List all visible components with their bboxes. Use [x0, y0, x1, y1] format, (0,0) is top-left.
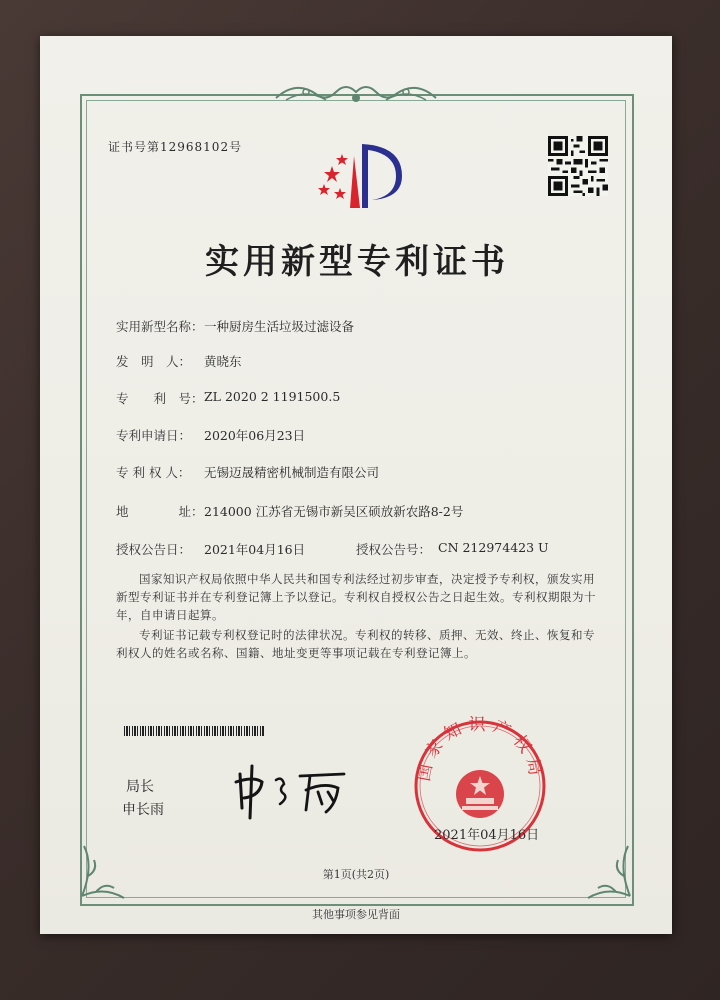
field-label-inventor: 发 明 人：: [116, 354, 192, 369]
field-value-patent-number: ZL 2020 2 1191500.5: [204, 389, 341, 404]
field-value-grant-date: 2021年04月16日: [204, 542, 306, 557]
field-value-application-date: 2020年06月23日: [204, 428, 306, 443]
footer-note: 其他事项参见背面: [312, 908, 400, 921]
page-title: 实用新型专利证书: [205, 242, 509, 282]
field-value-patentee: 无锡迈晟精密机械制造有限公司: [204, 465, 380, 480]
field-value-announcement-number: CN 212974423 U: [438, 540, 549, 555]
seal-date: 2021年04月16日: [434, 828, 540, 843]
field-label-name: 实用新型名称：: [116, 319, 204, 334]
top-ornament-icon: [266, 78, 446, 108]
barcode-icon: [124, 726, 264, 736]
certificate-number: 证书号第12968102号: [108, 140, 243, 154]
signature-name: 申长雨: [122, 802, 164, 818]
field-value-name: 一种厨房生活垃圾过滤设备: [204, 319, 355, 334]
handwritten-signature-icon: [226, 760, 356, 824]
page-number: 第1页(共2页): [322, 868, 390, 881]
cnipa-logo-icon: [310, 136, 410, 216]
field-value-address: 214000 江苏省无锡市新吴区硕放新农路8-2号: [204, 504, 464, 519]
field-value-inventor: 黄晓东: [204, 354, 242, 369]
field-label-grant-date: 授权公告日：: [116, 542, 192, 557]
field-label-address: 地 址：: [116, 504, 204, 519]
qr-code-icon: [548, 136, 608, 196]
legal-paragraph-2: 专利证书记载专利权登记时的法律状况。专利权的转移、质押、无效、终止、恢复和专利权人的姓名或名称、国籍、地址变更等事项记载在专利登记簿上。: [116, 628, 595, 660]
certificate-paper: [40, 36, 672, 934]
signature-title: 局长: [126, 779, 154, 795]
legal-paragraph-1: 国家知识产权局依照中华人民共和国专利法经过初步审查，决定授予专利权，颁发实用新型专利证书并在专利登记簿上予以登记。专利权自授权公告之日起生效。专利权期限为十年，自申请日起算。: [116, 572, 596, 622]
svg-text:国家知识产权局: 国家知识产权局: [413, 716, 547, 783]
field-label-application-date: 专利申请日：: [116, 428, 192, 443]
field-label-announcement-number: 授权公告号：: [356, 542, 432, 557]
field-label-patent-number: 专 利 号：: [116, 391, 204, 406]
field-label-patentee: 专 利 权 人：: [116, 465, 191, 480]
